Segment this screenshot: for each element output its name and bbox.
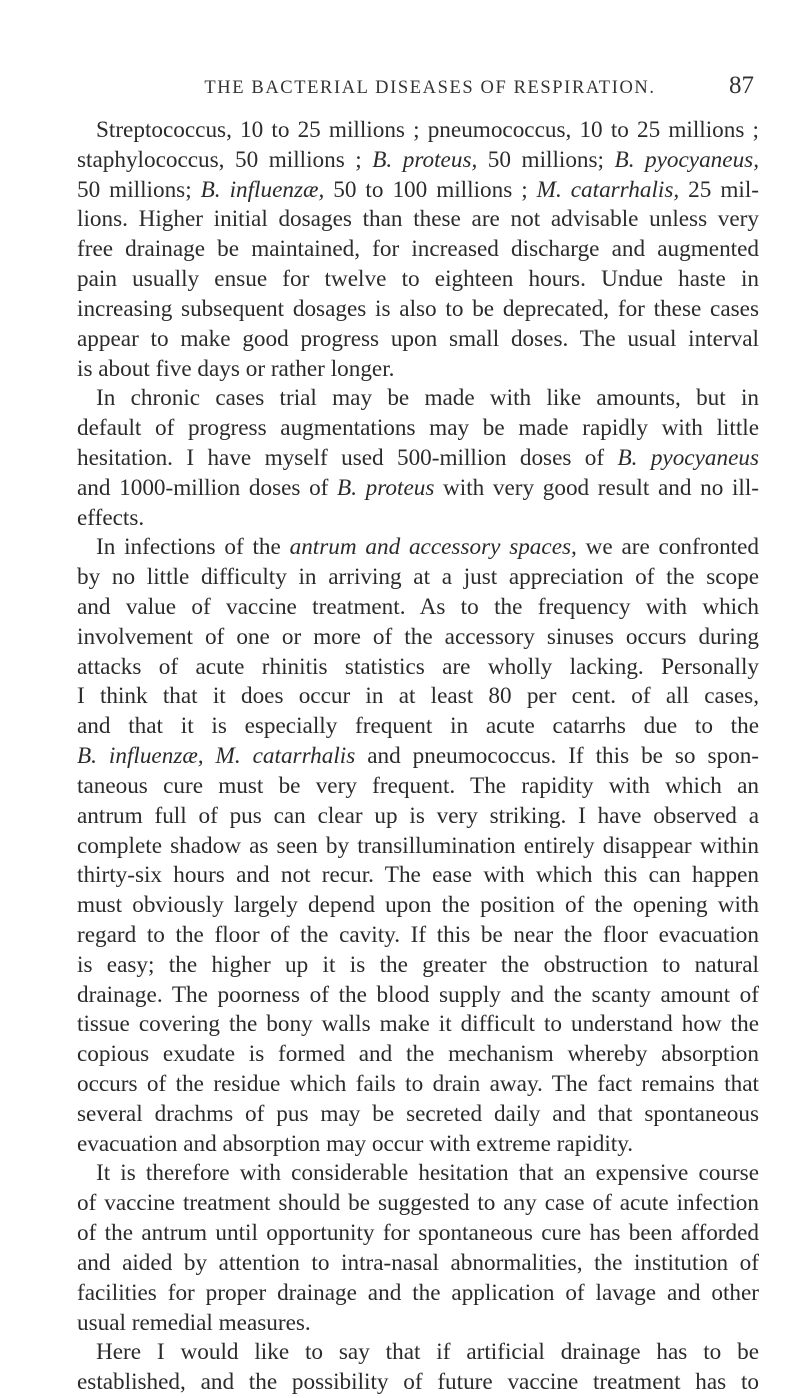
text-line xyxy=(77,802,759,832)
italic-term: B. influenzæ, M. catarrhalis xyxy=(77,743,356,770)
italic-term: B. proteus xyxy=(337,474,435,501)
text-run: staphylococcus, 50 millions ; xyxy=(77,146,373,173)
text-run: lions. Higher initial dosages than these are not advisable unless very xyxy=(77,206,759,233)
text-line xyxy=(77,742,759,772)
text-line xyxy=(77,504,759,534)
text-run: and pneumococcus. If this be so spon- xyxy=(355,743,760,770)
text-line xyxy=(77,563,759,593)
text-line xyxy=(77,533,759,563)
paragraph xyxy=(77,116,759,384)
paragraph xyxy=(77,1159,759,1338)
text-line xyxy=(77,653,759,683)
text-run: In infections of the xyxy=(96,534,290,561)
text-line xyxy=(77,682,759,712)
text-run: drainage. The poorness of the blood supply and the scanty amount of xyxy=(77,981,759,1008)
text-run: involvement of one or more of the accessory sinuses occurs during xyxy=(77,623,759,650)
text-run: evacuation and absorption may occur with extreme rapidity. xyxy=(77,1130,634,1157)
text-run: effects. xyxy=(77,504,145,531)
text-line xyxy=(77,474,759,504)
text-run: antrum full of pus can clear up is very striking. I have observed a xyxy=(77,802,759,829)
text-line xyxy=(77,1130,759,1160)
text-run: hesitation. I have myself used 500-million doses of xyxy=(77,444,618,471)
text-line xyxy=(77,1100,759,1130)
text-run: is easy; the higher up it is the greater the obstruction to natural xyxy=(77,951,759,978)
text-run: In chronic cases trial may be made with like amounts, but in xyxy=(96,385,759,412)
italic-term: B. pyocyaneus xyxy=(617,444,759,471)
text-line xyxy=(77,1159,759,1189)
text-run: appear to make good progress upon small doses. The usual interval xyxy=(77,325,759,352)
text-line xyxy=(77,355,759,385)
text-run: pain usually ensue for twelve to eighteen hours. Undue haste in xyxy=(77,266,759,293)
text-line xyxy=(77,205,759,235)
italic-term: B. pyocyaneus, xyxy=(614,146,759,173)
text-line xyxy=(77,1010,759,1040)
text-line xyxy=(77,951,759,981)
text-run: established, and the possibility of future vaccine treatment has to xyxy=(77,1369,759,1396)
text-run: increasing subsequent dosages is also to be deprecated, for these cases xyxy=(77,295,759,322)
running-title: THE BACTERIAL DISEASES OF RESPIRATION. xyxy=(204,78,656,98)
paragraph xyxy=(77,1338,759,1398)
text-run: Here I would like to say that if artificial drainage has to be xyxy=(96,1339,759,1366)
text-run: 25 mil- xyxy=(679,176,759,203)
text-line xyxy=(77,176,759,206)
text-line xyxy=(77,146,759,176)
text-run: taneous cure must be very frequent. The rapidity with which an xyxy=(77,772,759,799)
italic-term: M. catarrhalis, xyxy=(536,176,680,203)
text-line xyxy=(77,861,759,891)
text-line xyxy=(77,1249,759,1279)
text-run: 50 millions; xyxy=(77,176,201,203)
body-text xyxy=(77,116,759,1398)
text-run: is about five days or rather longer. xyxy=(77,355,395,382)
running-head xyxy=(0,70,800,102)
text-run: It is therefore with considerable hesitation that an expensive course xyxy=(96,1160,759,1187)
text-run: default of progress augmentations may be made rapidly with little xyxy=(77,415,759,442)
text-run: complete shadow as seen by transillumination entirely disappear within xyxy=(77,832,759,859)
text-line xyxy=(77,444,759,474)
text-run: attacks of acute rhinitis statistics are wholly lacking. Personally xyxy=(77,653,759,680)
page-number: 87 xyxy=(729,72,754,99)
text-run: regard to the floor of the cavity. If this be near the floor evacuation xyxy=(77,921,759,948)
text-line xyxy=(77,981,759,1011)
text-run: free drainage be maintained, for increased discharge and augmented xyxy=(77,236,759,263)
text-run: and value of vaccine treatment. As to the frequency with which xyxy=(77,594,759,620)
text-run: facilities for proper drainage and the application of lavage and other xyxy=(77,1279,759,1306)
text-run: several drachms of pus may be secreted daily and that spontaneous xyxy=(77,1100,759,1127)
text-run: we are confronted xyxy=(576,534,759,561)
text-line xyxy=(77,1189,759,1219)
text-run: must obviously largely depend upon the position of the opening with xyxy=(77,892,759,919)
text-line xyxy=(77,1309,759,1339)
text-run: 50 to 100 millions ; xyxy=(324,176,537,203)
text-line xyxy=(77,1219,759,1249)
text-line xyxy=(77,623,759,653)
text-line xyxy=(77,1070,759,1100)
text-run: by no little difficulty in arriving at a just appreciation of the scope xyxy=(77,564,759,591)
text-run: of vaccine treatment should be suggested to any case of acute infection xyxy=(77,1190,759,1217)
text-run: I think that it does occur in at least 80 per cent. of all cases, xyxy=(77,683,759,710)
text-run: and that it is especially frequent in acute catarrhs due to the xyxy=(77,713,759,740)
text-run: usual remedial measures. xyxy=(77,1309,311,1336)
text-run: 50 millions; xyxy=(477,146,615,173)
italic-term: B. proteus, xyxy=(372,146,478,173)
text-line xyxy=(77,235,759,265)
text-run: copious exudate is formed and the mechanism whereby absorption xyxy=(77,1041,759,1068)
paragraph xyxy=(77,384,759,533)
text-run: thirty-six hours and not recur. The ease with which this can happen xyxy=(77,862,759,889)
italic-term: antrum and accessory spaces, xyxy=(289,534,577,561)
text-run: occurs of the residue which fails to drain away. The fact remains that xyxy=(77,1071,759,1097)
text-run: and 1000-million doses of xyxy=(77,474,338,501)
text-line xyxy=(77,295,759,325)
text-line xyxy=(77,1368,759,1398)
text-run: with very good result and no ill- xyxy=(434,474,759,501)
text-run: and aided by attention to intra-nasal abnormalities, the institution of xyxy=(77,1249,759,1276)
text-line xyxy=(77,712,759,742)
text-line xyxy=(77,1279,759,1309)
text-line xyxy=(77,832,759,862)
text-line xyxy=(77,1040,759,1070)
text-line xyxy=(77,921,759,951)
text-run: tissue covering the bony walls make it difficult to understand how the xyxy=(77,1011,759,1038)
text-line xyxy=(77,265,759,295)
text-line xyxy=(77,772,759,802)
italic-term: B. influenzæ, xyxy=(200,176,325,203)
text-line xyxy=(77,1338,759,1368)
paragraph xyxy=(77,533,759,1159)
text-line xyxy=(77,325,759,355)
text-line xyxy=(77,891,759,921)
text-run: of the antrum until opportunity for spontaneous cure has been afforded xyxy=(77,1220,759,1247)
text-line xyxy=(77,593,759,623)
text-run: Streptococcus, 10 to 25 millions ; pneumococcus, 10 to 25 millions ; xyxy=(96,117,759,143)
text-line xyxy=(77,116,759,146)
text-line xyxy=(77,414,759,444)
text-line xyxy=(77,384,759,414)
